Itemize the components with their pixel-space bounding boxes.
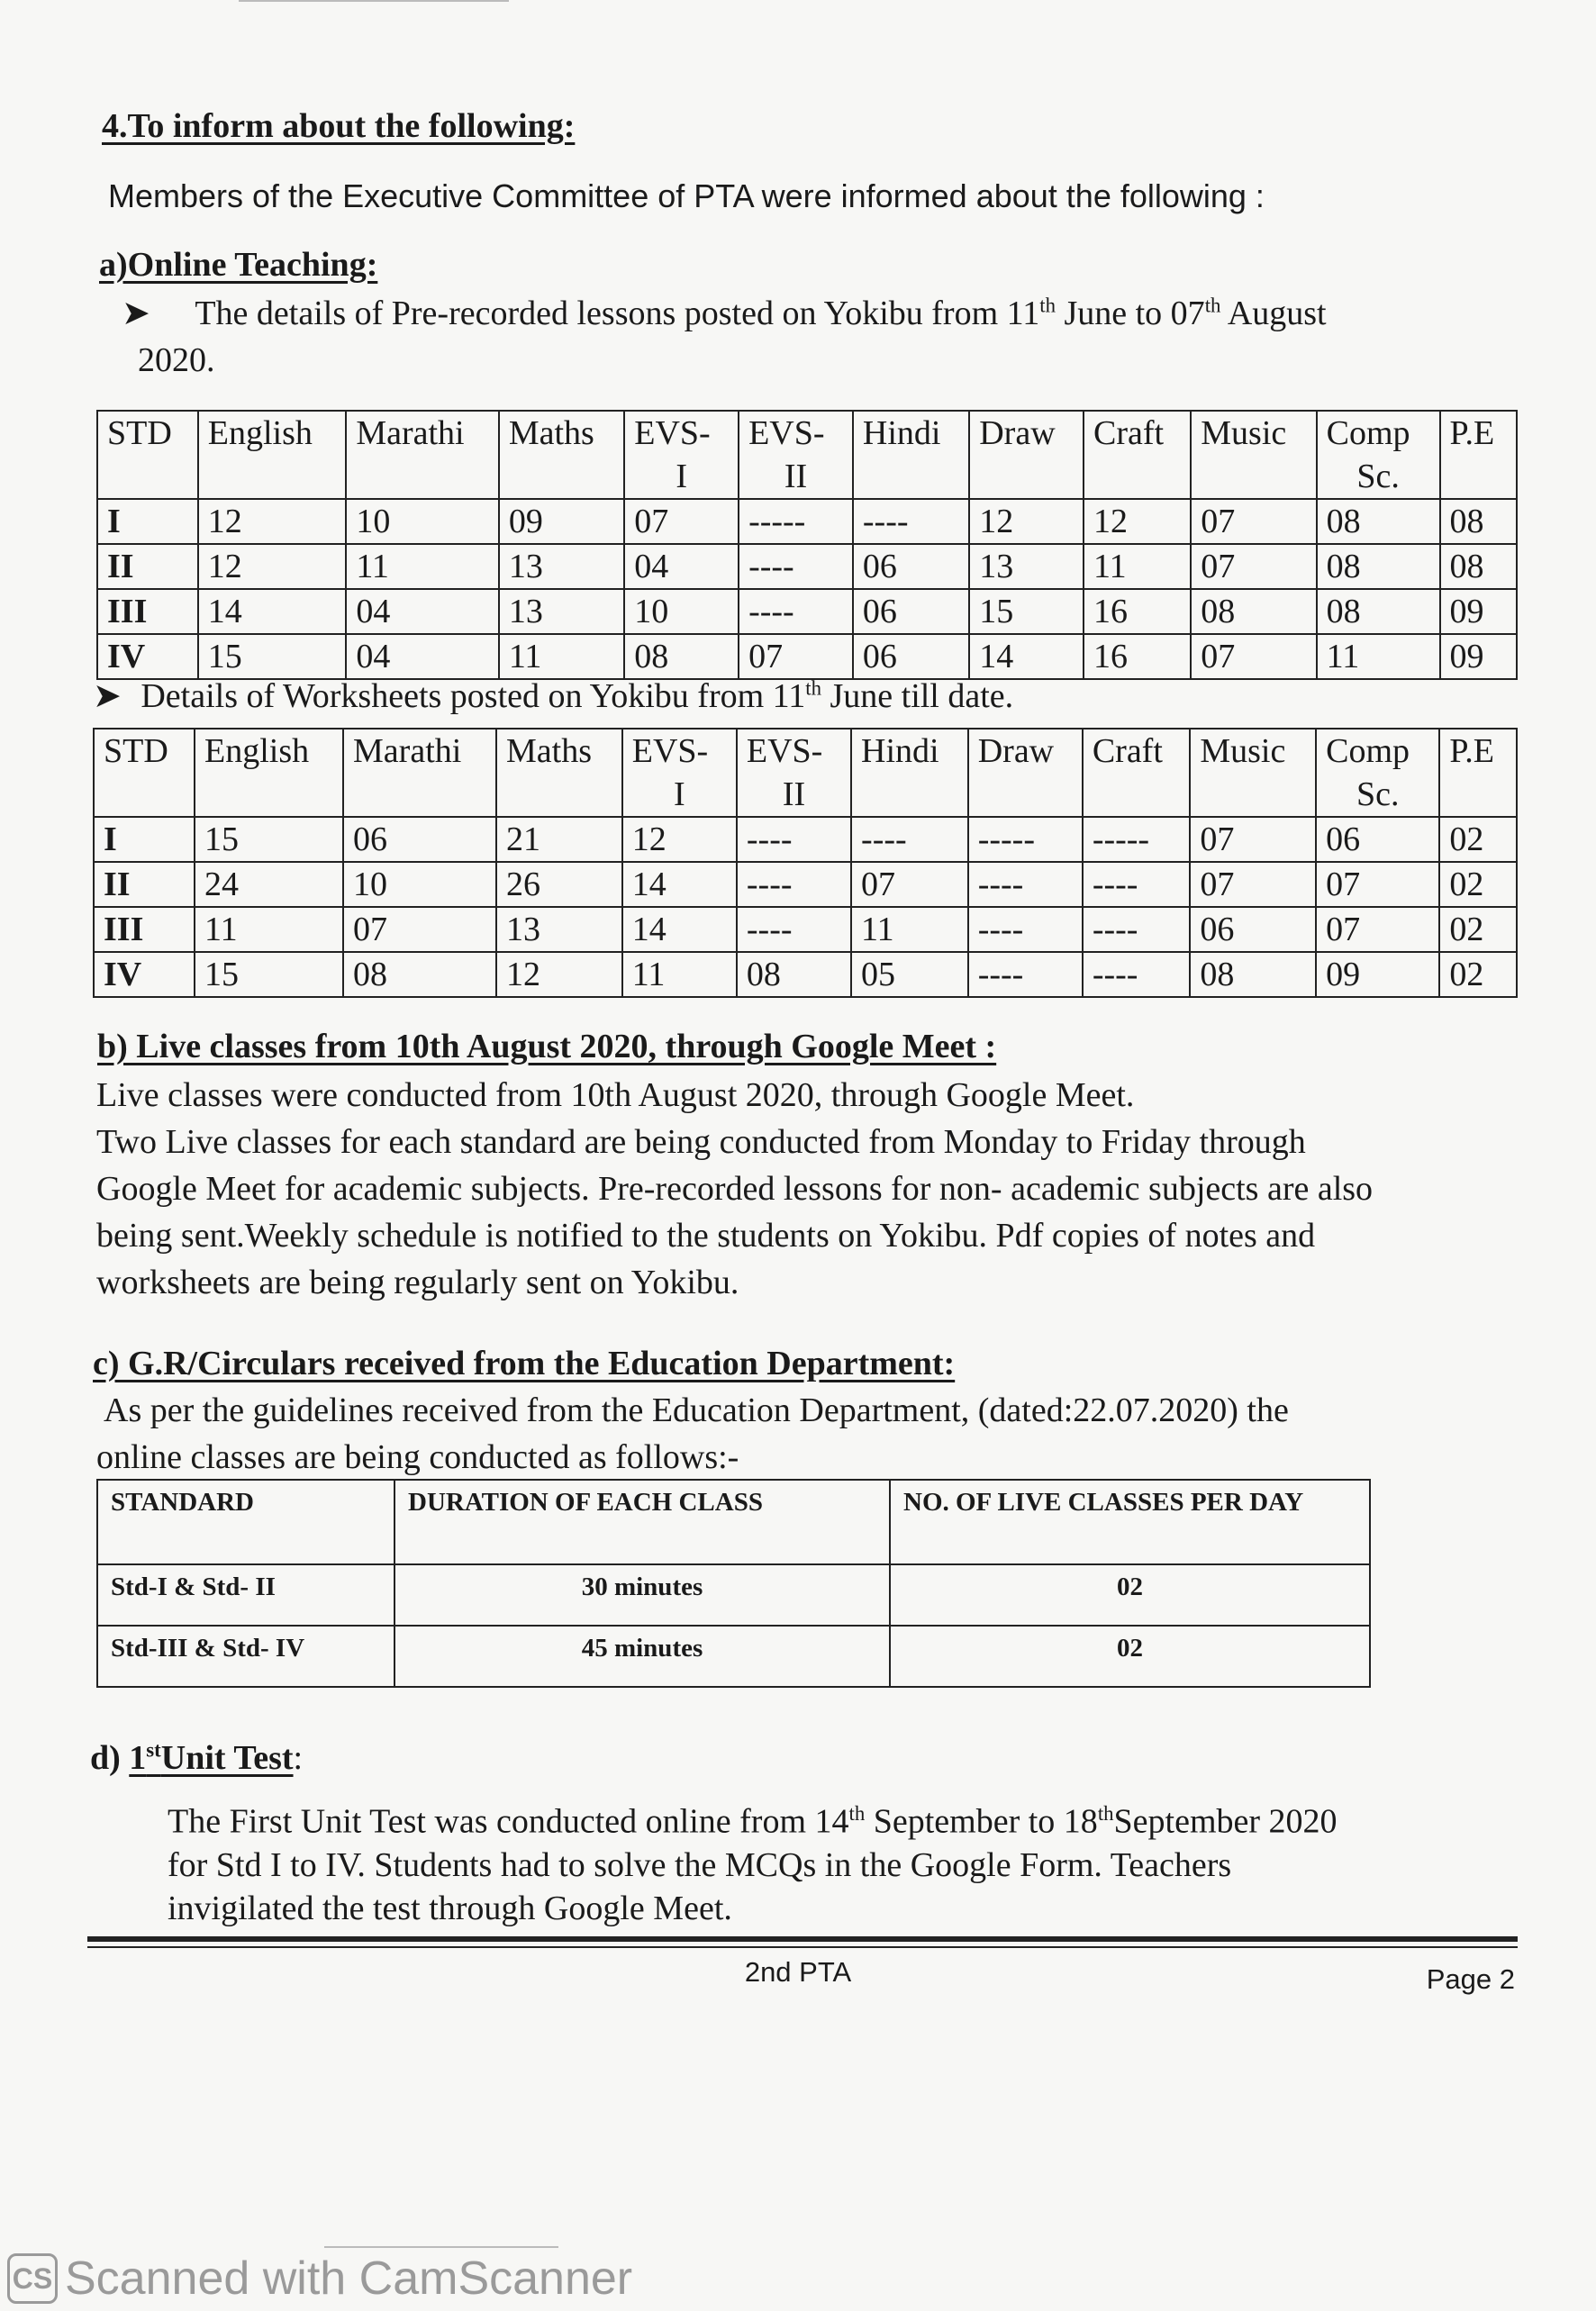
lessons-bullet-text: The details of Pre-recorded lessons posted on Yokibu from 11th June to 07th August bbox=[195, 294, 1327, 332]
table-row: Std-I & Std- II 30 minutes 02 bbox=[97, 1564, 1370, 1626]
arrow-bullet-icon: ➤ bbox=[93, 677, 122, 715]
page-number: Page 2 bbox=[1426, 1963, 1515, 1995]
count-cell: 12 bbox=[198, 544, 347, 589]
count-cell: 04 bbox=[624, 544, 739, 589]
table-header-cell: P.E bbox=[1440, 411, 1517, 499]
count-cell: 07 bbox=[739, 634, 853, 679]
table-header-cell: Marathi bbox=[346, 411, 499, 499]
table-header-cell: English bbox=[198, 411, 347, 499]
count-cell: 15 bbox=[195, 952, 343, 997]
count-cell: 14 bbox=[969, 634, 1084, 679]
count-cell: 14 bbox=[622, 907, 737, 952]
table-header-cell: EVS- II bbox=[737, 729, 851, 817]
std-cell: IV bbox=[97, 634, 198, 679]
count-cell: 09 bbox=[499, 499, 624, 544]
table-row bbox=[94, 862, 1517, 907]
count-cell: 10 bbox=[346, 499, 499, 544]
count-cell: 13 bbox=[969, 544, 1084, 589]
table-header-cell: Craft bbox=[1083, 729, 1191, 817]
count-cell: 07 bbox=[1190, 817, 1316, 862]
count-cell: ---- bbox=[739, 544, 853, 589]
count-cell: 07 bbox=[1191, 499, 1316, 544]
std-cell: III bbox=[97, 589, 198, 634]
table-header-cell: EVS- I bbox=[622, 729, 737, 817]
count-cell: 08 bbox=[1317, 499, 1440, 544]
count-cell: 11 bbox=[195, 907, 343, 952]
count-cell: ----- bbox=[739, 499, 853, 544]
worksheets-bullet bbox=[93, 675, 1013, 716]
footer-rule bbox=[87, 1936, 1518, 1942]
watermark-text: Scanned with CamScanner bbox=[65, 2252, 633, 2305]
live-classes-title: b) Live classes from 10th August 2020, through Google Meet : bbox=[97, 1028, 997, 1065]
count-cell: 11 bbox=[346, 544, 499, 589]
count-cell: 04 bbox=[346, 634, 499, 679]
camscanner-logo-icon: CS bbox=[7, 2253, 58, 2304]
table-row bbox=[94, 952, 1517, 997]
worksheets-table bbox=[93, 728, 1518, 998]
count-cell: ---- bbox=[968, 907, 1083, 952]
count-cell: 07 bbox=[1191, 634, 1316, 679]
count-cell: 16 bbox=[1084, 634, 1191, 679]
table-header-cell: Craft bbox=[1084, 411, 1191, 499]
count-cell: 08 bbox=[1190, 952, 1316, 997]
footer-rule-thin bbox=[87, 1946, 1518, 1948]
count-cell: 02 bbox=[1439, 907, 1517, 952]
count-cell: ---- bbox=[737, 862, 851, 907]
count-cell: 26 bbox=[496, 862, 622, 907]
count-cell: 09 bbox=[1440, 634, 1517, 679]
table-header-cell: Maths bbox=[496, 729, 622, 817]
count-cell: 16 bbox=[1084, 589, 1191, 634]
count-cell: 12 bbox=[198, 499, 347, 544]
std-cell: II bbox=[94, 862, 195, 907]
count-cell: 02 bbox=[1439, 952, 1517, 997]
count-cell: 07 bbox=[851, 862, 968, 907]
table-row bbox=[97, 544, 1517, 589]
count-cell: 08 bbox=[1191, 589, 1316, 634]
unit-test-paragraph: The First Unit Test was conducted online from 14th September to 18thSeptember 2020 for Std I to IV. Students had to solve the MCQs in the Google Form. Teachers invigilated the test through Google Meet. bbox=[168, 1802, 1338, 1927]
count-cell: 12 bbox=[969, 499, 1084, 544]
count-cell: 08 bbox=[1317, 544, 1440, 589]
count-cell: ---- bbox=[853, 499, 969, 544]
class-schedule-table bbox=[96, 1479, 1371, 1688]
count-cell: 14 bbox=[622, 862, 737, 907]
count-cell: 09 bbox=[1440, 589, 1517, 634]
table-header-cell: EVS- I bbox=[624, 411, 739, 499]
count-cell: 11 bbox=[1317, 634, 1440, 679]
gr-circulars-title: c) G.R/Circulars received from the Education Department: bbox=[93, 1345, 956, 1382]
count-cell: 10 bbox=[624, 589, 739, 634]
count-cell: ---- bbox=[968, 862, 1083, 907]
count-cell: 06 bbox=[1316, 817, 1439, 862]
count-cell: 11 bbox=[1084, 544, 1191, 589]
table-header-cell: EVS- II bbox=[739, 411, 853, 499]
std-cell: III bbox=[94, 907, 195, 952]
table-header-cell: P.E bbox=[1439, 729, 1517, 817]
count-cell: ---- bbox=[968, 952, 1083, 997]
camscanner-watermark bbox=[7, 2252, 632, 2306]
count-cell: 15 bbox=[969, 589, 1084, 634]
count-cell: 08 bbox=[1440, 544, 1517, 589]
count-cell: 08 bbox=[343, 952, 496, 997]
count-cell: 24 bbox=[195, 862, 343, 907]
worksheets-bullet-text: Details of Worksheets posted on Yokibu from 11th June till date. bbox=[141, 676, 1014, 715]
table-row bbox=[94, 907, 1517, 952]
table-header-cell: Comp Sc. bbox=[1317, 411, 1440, 499]
count-cell: 08 bbox=[1440, 499, 1517, 544]
count-cell: 13 bbox=[499, 544, 624, 589]
watermark-line bbox=[324, 2246, 558, 2248]
table-header-cell: Comp Sc. bbox=[1316, 729, 1439, 817]
section-4-intro: Members of the Executive Committee of PTA were informed about the following : bbox=[108, 177, 1265, 214]
unit-test-title: d) 1stUnit Test: bbox=[90, 1738, 304, 1777]
count-cell: 10 bbox=[343, 862, 496, 907]
table-header-cell: Music bbox=[1191, 411, 1316, 499]
table-header-cell: Marathi bbox=[343, 729, 496, 817]
schedule-header-count: NO. OF LIVE CLASSES PER DAY bbox=[890, 1480, 1370, 1564]
top-edge-line bbox=[239, 0, 509, 2]
table-header-cell: STD bbox=[94, 729, 195, 817]
count-cell: 09 bbox=[1316, 952, 1439, 997]
count-cell: ---- bbox=[1083, 952, 1191, 997]
count-cell: 11 bbox=[499, 634, 624, 679]
count-cell: 12 bbox=[622, 817, 737, 862]
count-cell: 06 bbox=[853, 589, 969, 634]
table-row bbox=[94, 817, 1517, 862]
count-cell: 13 bbox=[496, 907, 622, 952]
count-cell: ---- bbox=[737, 907, 851, 952]
count-cell: 06 bbox=[853, 544, 969, 589]
count-cell: ---- bbox=[1083, 862, 1191, 907]
gr-circulars-paragraph: As per the guidelines received from the Education Department, (dated:22.07.2020) the online classes are being conducted as follows:- bbox=[96, 1391, 1289, 1476]
lessons-bullet-line2: 2020. bbox=[138, 341, 215, 379]
table-row: Std-III & Std- IV 45 minutes 02 bbox=[97, 1626, 1370, 1687]
count-cell: 14 bbox=[198, 589, 347, 634]
count-cell: 06 bbox=[853, 634, 969, 679]
std-cell: II bbox=[97, 544, 198, 589]
std-cell: I bbox=[94, 817, 195, 862]
table-header-cell: English bbox=[195, 729, 343, 817]
count-cell: 08 bbox=[1317, 589, 1440, 634]
count-cell: 15 bbox=[195, 817, 343, 862]
count-cell: ---- bbox=[739, 589, 853, 634]
count-cell: 07 bbox=[1316, 862, 1439, 907]
count-cell: 15 bbox=[198, 634, 347, 679]
count-cell: 11 bbox=[851, 907, 968, 952]
count-cell: 08 bbox=[624, 634, 739, 679]
table-header-cell: STD bbox=[97, 411, 198, 499]
section-4-title: 4.To inform about the following: bbox=[102, 107, 576, 145]
schedule-header-duration: DURATION OF EACH CLASS bbox=[394, 1480, 890, 1564]
lessons-bullet bbox=[122, 293, 1327, 333]
count-cell: ----- bbox=[968, 817, 1083, 862]
count-cell: ----- bbox=[1083, 817, 1191, 862]
footer-title: 2nd PTA bbox=[744, 1956, 852, 1988]
count-cell: 13 bbox=[499, 589, 624, 634]
count-cell: 02 bbox=[1439, 817, 1517, 862]
count-cell: 11 bbox=[622, 952, 737, 997]
table-header-cell: Maths bbox=[499, 411, 624, 499]
count-cell: 12 bbox=[496, 952, 622, 997]
count-cell: 08 bbox=[737, 952, 851, 997]
count-cell: 07 bbox=[624, 499, 739, 544]
count-cell: 07 bbox=[1316, 907, 1439, 952]
table-header-cell: Music bbox=[1190, 729, 1316, 817]
schedule-header-standard: STANDARD bbox=[97, 1480, 394, 1564]
count-cell: 21 bbox=[496, 817, 622, 862]
count-cell: 06 bbox=[343, 817, 496, 862]
table-header-cell: Draw bbox=[969, 411, 1084, 499]
std-cell: IV bbox=[94, 952, 195, 997]
count-cell: 07 bbox=[1191, 544, 1316, 589]
count-cell: 06 bbox=[1190, 907, 1316, 952]
table-header-cell: Hindi bbox=[853, 411, 969, 499]
live-classes-paragraph: Live classes were conducted from 10th August 2020, through Google Meet. Two Live classes for each standard are being conducted from Monday to Friday through Google Meet for academic subjects. Pre-recorded lessons for non- academic subjects are also being sent.Weekly schedule is notified to the students on Yokibu. Pdf copies of notes and worksheets are being regularly sent on Yokibu. bbox=[96, 1076, 1374, 1301]
std-cell: I bbox=[97, 499, 198, 544]
table-row bbox=[97, 499, 1517, 544]
count-cell: 05 bbox=[851, 952, 968, 997]
table-header-cell: Hindi bbox=[851, 729, 968, 817]
online-teaching-title: a)Online Teaching: bbox=[99, 246, 378, 284]
lessons-table bbox=[96, 410, 1518, 680]
count-cell: ---- bbox=[737, 817, 851, 862]
table-row bbox=[97, 589, 1517, 634]
count-cell: 12 bbox=[1084, 499, 1191, 544]
count-cell: 07 bbox=[1190, 862, 1316, 907]
table-row bbox=[97, 634, 1517, 679]
count-cell: ---- bbox=[1083, 907, 1191, 952]
arrow-bullet-icon: ➤ bbox=[122, 295, 150, 332]
count-cell: ---- bbox=[851, 817, 968, 862]
table-header-cell: Draw bbox=[968, 729, 1083, 817]
count-cell: 07 bbox=[343, 907, 496, 952]
count-cell: 02 bbox=[1439, 862, 1517, 907]
count-cell: 04 bbox=[346, 589, 499, 634]
